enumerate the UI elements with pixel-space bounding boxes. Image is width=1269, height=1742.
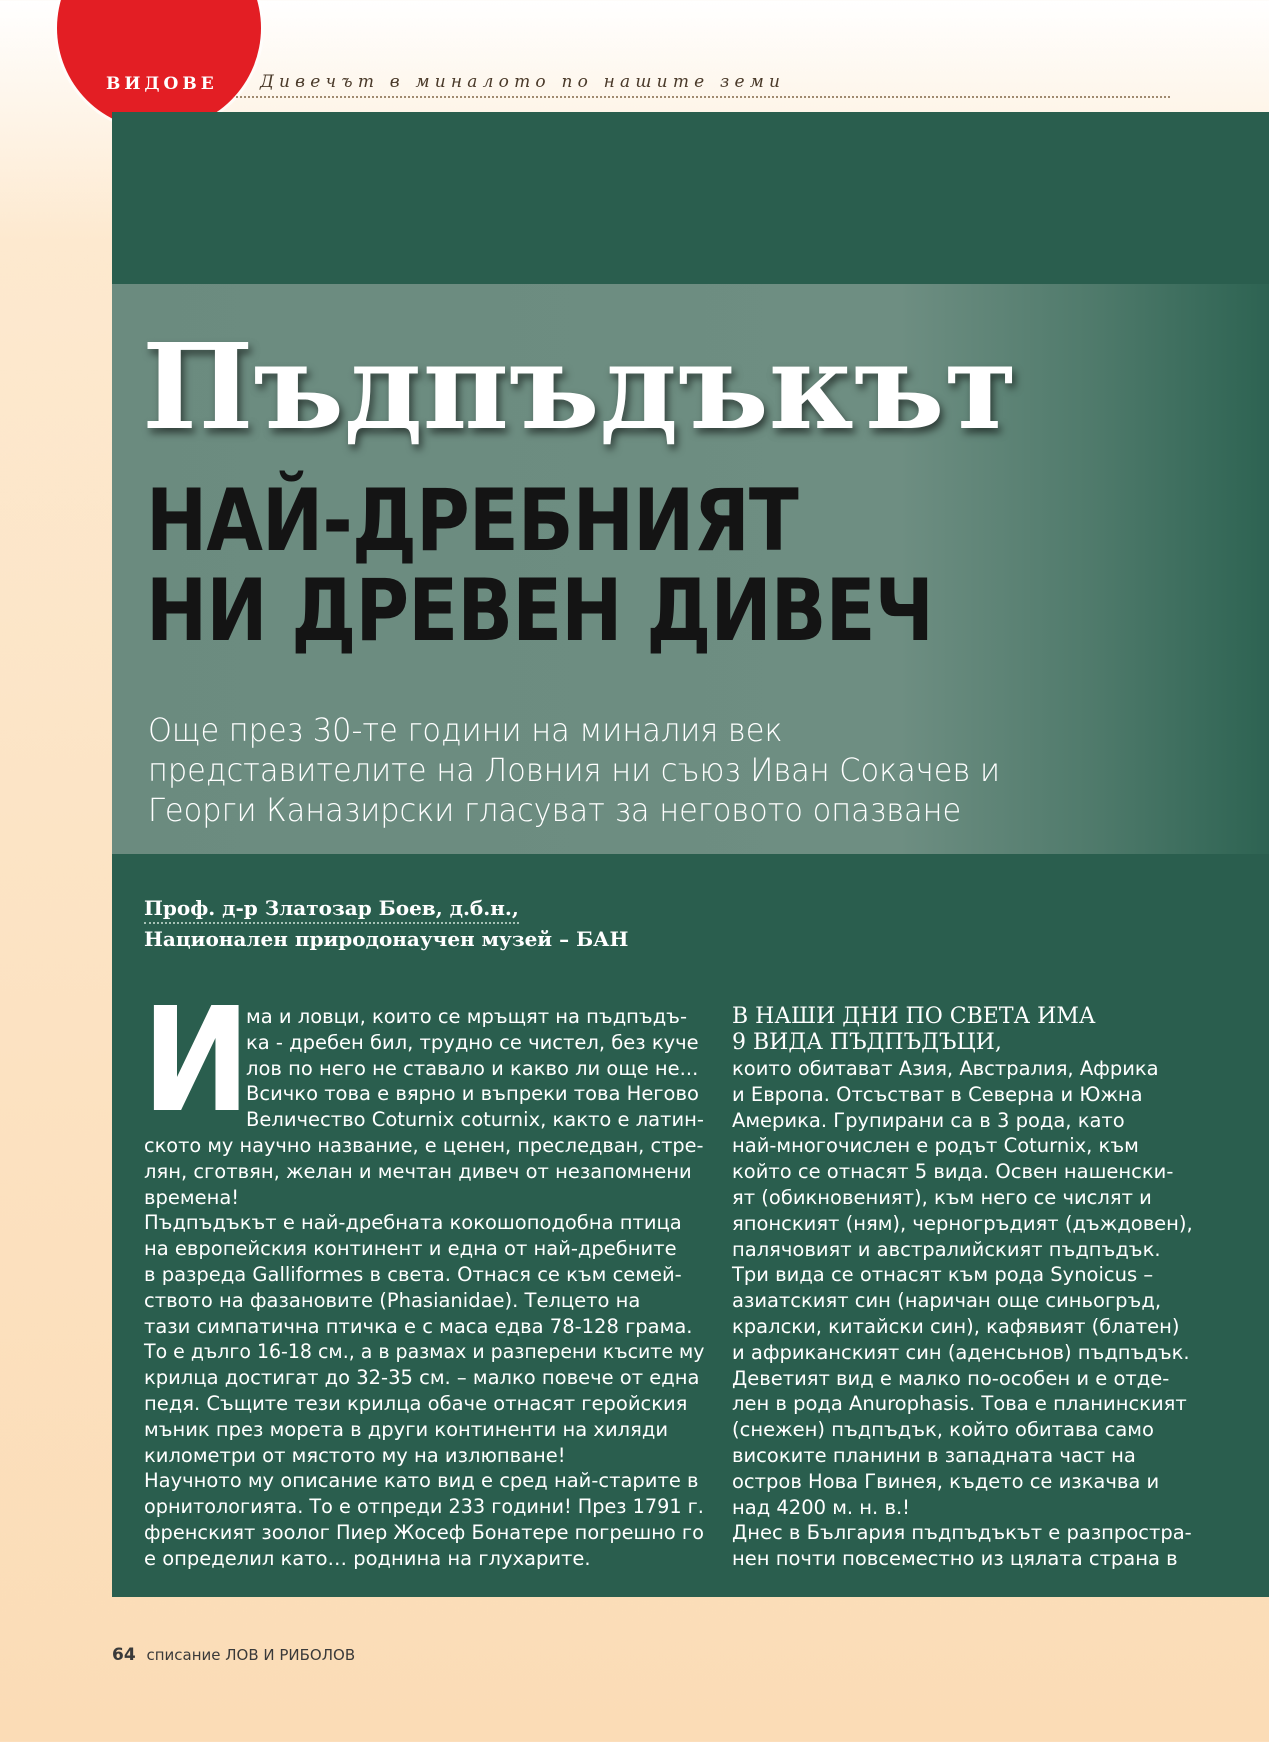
text-line: на европейския континент и една от най-дребните xyxy=(144,1237,677,1261)
text-line: в разреда Galliformes в света. Отнася се към семей- xyxy=(144,1262,682,1286)
text-line: кралски, китайски син), кафявият (блатен) xyxy=(732,1314,1180,1338)
subtitle-line: НАЙ-ДРЕБНИЯТ xyxy=(146,471,798,571)
text-line: ското му научно название, е ценен, преследван, стре- xyxy=(144,1133,704,1157)
text-line: тази симпатична птичка е с маса едва 78-128 грама. xyxy=(144,1314,693,1338)
text-line: японският (ням), черногръдият (дъждовен), xyxy=(732,1211,1193,1235)
drop-cap: И xyxy=(142,976,251,1144)
text-line: Днес в България пъдпъдъкът е разпростра- xyxy=(732,1521,1192,1545)
text-line: лян, сготвян, желан и мечтан дивеч от незапомнени xyxy=(144,1159,692,1183)
text-line: над 4200 м. н. в.! xyxy=(732,1495,910,1519)
page-number: 64 xyxy=(112,1645,136,1665)
text-line: и Европа. Отсъстват в Северна и Южна xyxy=(732,1082,1143,1106)
page-footer xyxy=(112,1645,355,1665)
left-column xyxy=(144,1004,704,1572)
text-line: Величество Coturnix coturnix, както е латин- xyxy=(246,1108,704,1132)
lede-line: Георги Каназирски гласуват за неговото опазване xyxy=(148,791,962,829)
text-line: най-многочислен е родът Coturnix, към xyxy=(732,1134,1139,1158)
text-line: Америка. Групирани са в 3 рода, като xyxy=(732,1108,1125,1132)
text-line: ма и ловци, които се мръщят на пъдпъдъ- xyxy=(246,1005,687,1028)
text-line: времена! xyxy=(144,1185,240,1209)
magazine-name: списание ЛОВ И РИБОЛОВ xyxy=(146,1646,356,1664)
section-badge xyxy=(57,0,261,130)
author-name: Проф. д-р Златозар Боев, д.б.н., xyxy=(144,895,519,924)
column-heading-line: 9 ВИДА ПЪДПЪДЪЦИ, xyxy=(732,1030,1002,1055)
text-line: Всичко това е вярно и въпреки това Негово xyxy=(246,1082,699,1106)
text-line: високите планини в западната част на xyxy=(732,1443,1136,1467)
header-divider xyxy=(236,96,1170,98)
text-line: който се отнасят 5 вида. Освен нашенски- xyxy=(732,1160,1174,1184)
text-line: Деветият вид е малко по-особен и е отде- xyxy=(732,1366,1170,1390)
text-line: (снежен) пъдпъдък, който обитава само xyxy=(732,1418,1154,1442)
text-line: които обитават Азия, Австралия, Африка xyxy=(732,1057,1159,1080)
lede-line: Още през 30-те години на миналия век xyxy=(148,711,783,749)
byline xyxy=(144,893,628,955)
article-lede xyxy=(148,710,1041,830)
article-subtitle xyxy=(146,471,933,661)
right-column xyxy=(732,1004,1269,1572)
text-line: Три вида се отнасят към рода Synoicus – xyxy=(732,1263,1154,1287)
text-line: километри от мястото му на излюпване! xyxy=(144,1443,566,1467)
text-line: Пъдпъдъкът е най-дребната кокошоподобна птица xyxy=(144,1211,682,1235)
lede-line: представителите на Ловния ни съюз Иван Сокачев и xyxy=(148,751,1000,789)
section-label: ВИДОВЕ xyxy=(106,74,218,94)
text-line: палячовият и австралийският пъдпъдък. xyxy=(732,1237,1161,1261)
text-line: лен в рода Anurophasis. Това е планинският xyxy=(732,1392,1187,1416)
text-line: То е дълго 16-18 см., а в размах и разперени късите му xyxy=(144,1340,705,1364)
text-line: ството на фазановите (Phasianidae). Телцето на xyxy=(144,1288,641,1312)
subtitle-line: НИ ДРЕВЕН ДИВЕЧ xyxy=(146,561,933,661)
text-line: лов по него не ставало и какво ли още не... xyxy=(246,1056,699,1080)
text-line: е определил като… роднина на глухарите. xyxy=(144,1546,591,1570)
column-heading-line: В НАШИ ДНИ ПО СВЕТА ИМА xyxy=(732,1004,1096,1029)
text-line: педя. Същите тези крилца обаче отнасят геройския xyxy=(144,1391,688,1415)
text-line: орнитологията. То е отпреди 233 години! През 1791 г. xyxy=(144,1495,704,1519)
running-title: Дивечът в миналото по нашите земи xyxy=(260,72,786,92)
text-line: Научното му описание като вид е сред най-старите в xyxy=(144,1469,699,1493)
author-affiliation: Национален природонаучен музей – БАН xyxy=(144,927,629,951)
text-line: нен почти повсеместно из цялата страна в xyxy=(732,1547,1178,1571)
text-line: френският зоолог Пиер Жосеф Бонатере погрешно го xyxy=(144,1520,704,1544)
text-line: остров Нова Гвинея, където се изкачва и xyxy=(732,1469,1160,1493)
text-line: азиатският син (наричан още синьогръд, xyxy=(732,1289,1162,1313)
text-line: и африканският син (аденсьнов) пъдпъдък. xyxy=(732,1340,1190,1364)
text-line: мъник през морета в други континенти на хиляди xyxy=(144,1417,668,1441)
article-title: Пъдпъдъкът xyxy=(142,317,1018,456)
text-line: ят (обикновеният), към него се числят и xyxy=(732,1185,1152,1209)
text-line: крилца достигат до 32-35 см. – малко повече от една xyxy=(144,1366,700,1390)
text-line: ка - дребен бил, трудно се чистел, без куче xyxy=(246,1030,699,1054)
